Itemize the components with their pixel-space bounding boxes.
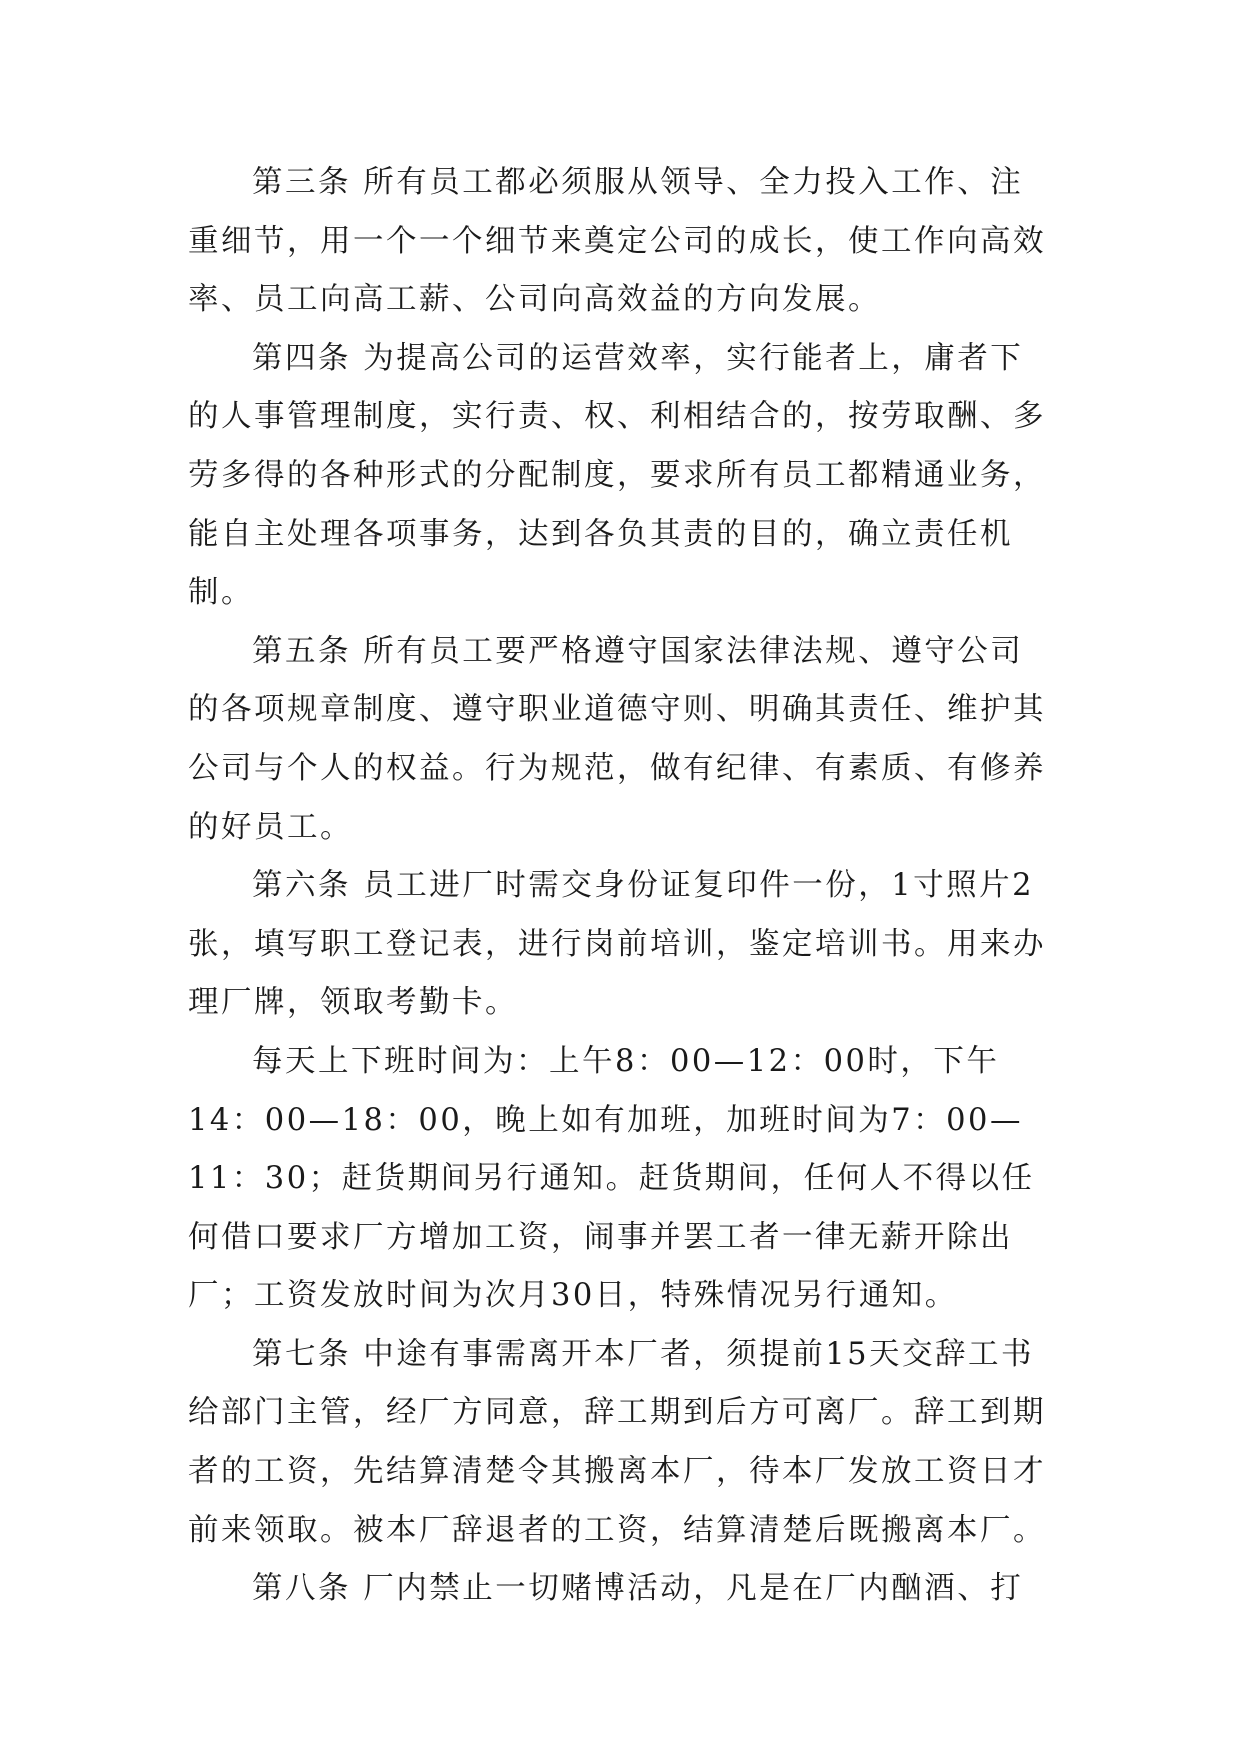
article-5-paragraph: 第五条 所有员工要严格遵守国家法律法规、遵守公司的各项规章制度、遵守职业道德守则、明确其责任、维护其公司与个人的权益。行为规范，做有纪律、有素质、有修养的好员工。 <box>188 633 1046 845</box>
article-8-paragraph: 第八条 厂内禁止一切赌博活动，凡是在厂内酗酒、打 <box>252 1571 1024 1607</box>
document-body <box>188 154 1048 1619</box>
article-4-paragraph: 第四条 为提高公司的运营效率，实行能者上，庸者下的人事管理制度，实行责、权、利相结合的，按劳取酬、多劳多得的各种形式的分配制度，要求所有员工都精通业务，能自主处理各项事务，达到各负其责的目的，确立责任机制。 <box>188 340 1046 611</box>
article-7-paragraph: 第七条 中途有事需离开本厂者，须提前15天交辞工书给部门主管，经厂方同意，辞工期到后方可离厂。辞工到期者的工资，先结算清楚令其搬离本厂，待本厂发放工资日才前来领取。被本厂辞退者的工资，结算清楚后既搬离本厂。 <box>188 1336 1046 1548</box>
article-3-paragraph: 第三条 所有员工都必须服从领导、全力投入工作、注重细节，用一个一个细节来奠定公司的成长，使工作向高效率、员工向高工薪、公司向高效益的方向发展。 <box>188 165 1046 318</box>
working-hours-paragraph: 每天上下班时间为：上午8：00—12：00时，下午14：00—18：00，晚上如有加班，加班时间为7：00—11：30；赶货期间另行通知。赶货期间，任何人不得以任何借口要求厂方增加工资，闹事并罢工者一律无薪开除出厂；工资发放时间为次月30日，特殊情况另行通知。 <box>188 1043 1035 1314</box>
article-6-paragraph: 第六条 员工进厂时需交身份证复印件一份，1寸照片2张，填写职工登记表，进行岗前培训，鉴定培训书。用来办理厂牌，领取考勤卡。 <box>188 868 1046 1021</box>
